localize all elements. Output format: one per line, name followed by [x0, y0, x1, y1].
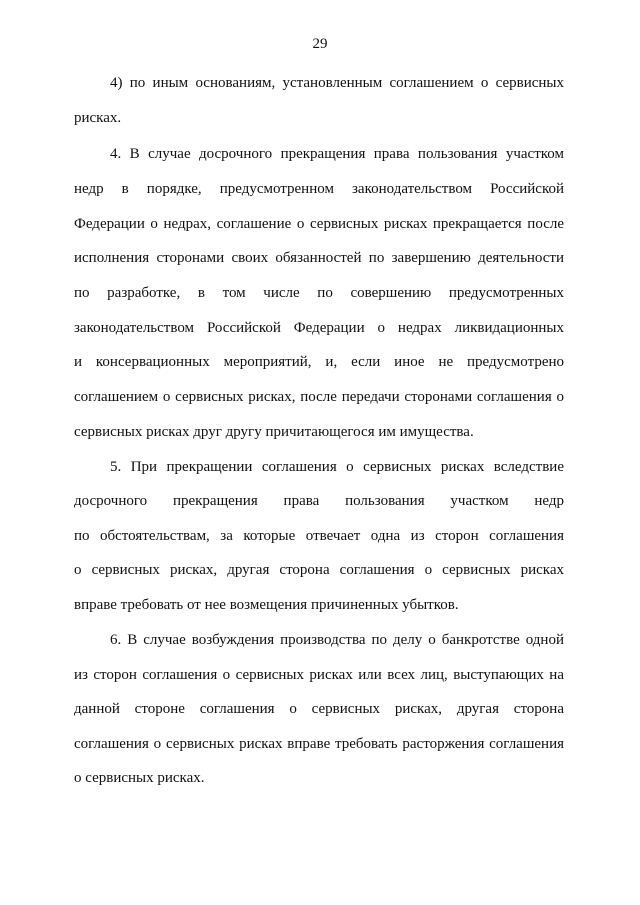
- paragraph-line: 6. В случае возбуждения производства по делу о банкротстве одной: [110, 632, 564, 648]
- paragraph-line: по разработке, в том числе по совершению предусмотренных: [74, 285, 564, 301]
- paragraph-line: и консервационных мероприятий, и, если иное не предусмотрено: [74, 354, 564, 370]
- paragraph-line: о сервисных рисках, другая сторона соглашения о сервисных рисках: [74, 562, 564, 578]
- paragraph-line: 4. В случае досрочного прекращения права пользования участком: [110, 146, 564, 162]
- paragraph-line: исполнения сторонами своих обязанностей по завершению деятельности: [74, 250, 564, 266]
- paragraph-line: соглашения о сервисных рисках вправе требовать расторжения соглашения: [74, 736, 564, 752]
- paragraph-line: недр в порядке, предусмотренном законодательством Российской: [74, 181, 564, 197]
- paragraph-line: 5. При прекращении соглашения о сервисных рисках вследствие: [110, 459, 564, 475]
- paragraph-line: о сервисных рисках.: [74, 770, 205, 786]
- page-number: 29: [312, 36, 328, 52]
- paragraph-line: досрочного прекращения права пользования участком недр: [74, 493, 564, 509]
- paragraph-line: сервисных рисках друг другу причитающегося им имущества.: [74, 424, 474, 440]
- paragraph-line: 4) по иным основаниям, установленным соглашением о сервисных: [110, 75, 564, 91]
- paragraph-line: данной стороне соглашения о сервисных рисках, другая сторона: [74, 701, 564, 717]
- paragraph-line: вправе требовать от нее возмещения причиненных убытков.: [74, 597, 459, 613]
- paragraph-line: по обстоятельствам, за которые отвечает одна из сторон соглашения: [74, 528, 564, 544]
- paragraph-line: из сторон соглашения о сервисных рисках или всех лиц, выступающих на: [74, 667, 564, 683]
- paragraph-line: рисках.: [74, 110, 122, 126]
- paragraph-line: законодательством Российской Федерации о недрах ликвидационных: [74, 320, 564, 336]
- paragraph-line: соглашением о сервисных рисках, после передачи сторонами соглашения о: [74, 389, 564, 405]
- paragraph-line: Федерации о недрах, соглашение о сервисных рисках прекращается после: [74, 216, 564, 232]
